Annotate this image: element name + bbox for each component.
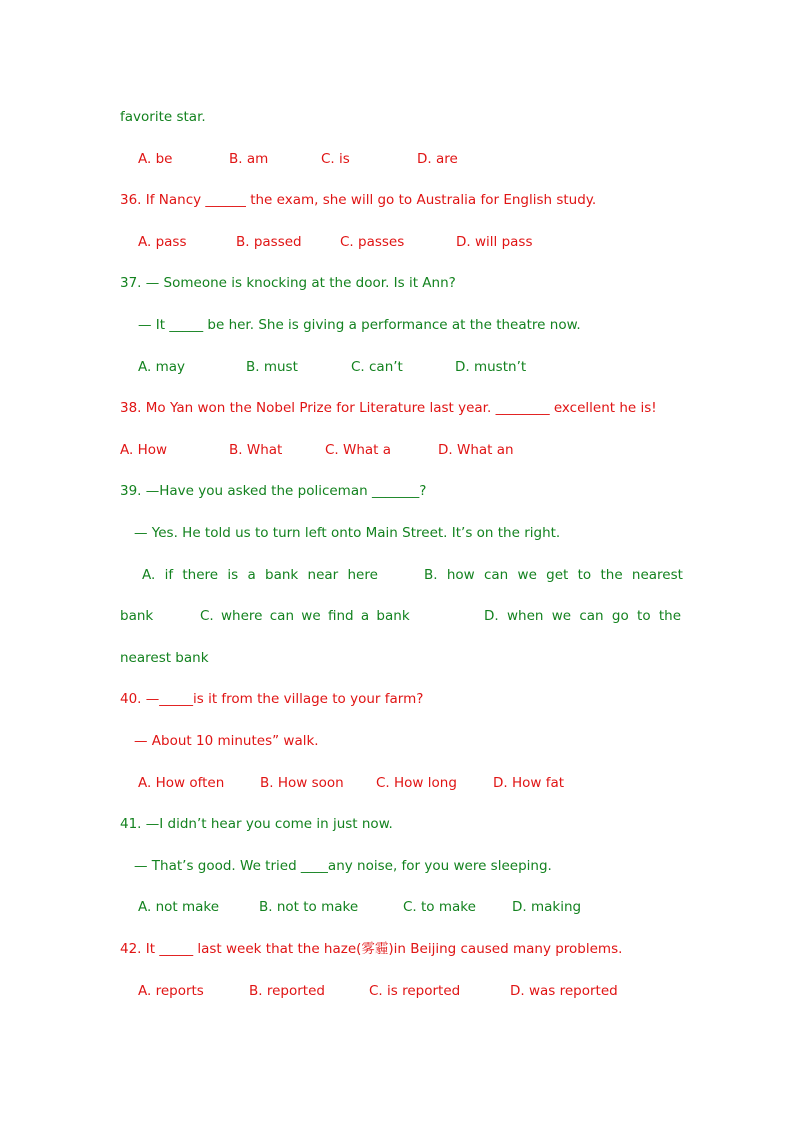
option-c: C. is [321, 151, 350, 167]
option-b: B. How soon [260, 775, 344, 791]
option-c: C. where can we find a bank [200, 608, 410, 624]
option-c: C. What a [325, 442, 392, 458]
option-b-continued: bank [120, 608, 154, 624]
option-d: D. when we can go to the [484, 608, 682, 624]
question-40: 40. —_____is it from the village to your farm? [120, 691, 424, 707]
option-b: B. reported [249, 983, 325, 999]
dialogue-reply: — It _____ be her. She is giving a performance at the theatre now. [138, 317, 581, 333]
option-c: C. How long [376, 775, 457, 791]
option-a: A. reports [138, 983, 204, 999]
option-d: D. will pass [456, 234, 533, 250]
question-42: 42. It _____ last week that the haze(雾霾)in Beijing caused many problems. [120, 941, 623, 957]
question-37: 37. — Someone is knocking at the door. Is it Ann? [120, 275, 456, 291]
option-b: B. must [246, 359, 298, 375]
question-39: 39. —Have you asked the policeman _______? [120, 483, 427, 499]
option-d: D. are [417, 151, 458, 167]
option-a: A. How [120, 442, 168, 458]
dialogue-reply: — That’s good. We tried ____any noise, for you were sleeping. [134, 858, 552, 874]
option-d-continued: nearest bank [120, 650, 209, 666]
text-line: favorite star. [120, 109, 206, 125]
option-d: D. was reported [510, 983, 618, 999]
option-a: A. may [138, 359, 185, 375]
option-b: B. passed [236, 234, 302, 250]
option-d: D. What an [438, 442, 514, 458]
option-b: B. how can we get to the nearest [424, 567, 683, 583]
option-b: B. not to make [259, 899, 359, 915]
option-a: A. pass [138, 234, 187, 250]
option-d: D. How fat [493, 775, 565, 791]
option-d: D. mustn’t [455, 359, 527, 375]
option-c: C. is reported [369, 983, 461, 999]
question-41: 41. —I didn’t hear you come in just now. [120, 816, 393, 832]
option-c: C. can’t [351, 359, 403, 375]
dialogue-reply: — Yes. He told us to turn left onto Main Street. It’s on the right. [134, 525, 561, 541]
option-a: A. if there is a bank near here [142, 567, 378, 583]
question-36: 36. If Nancy ______ the exam, she will go to Australia for English study. [120, 192, 597, 208]
option-b: B. What [229, 442, 283, 458]
option-a: A. be [138, 151, 173, 167]
option-c: C. to make [403, 899, 476, 915]
option-a: A. How often [138, 775, 225, 791]
option-c: C. passes [340, 234, 405, 250]
option-d: D. making [512, 899, 582, 915]
option-b: B. am [229, 151, 269, 167]
dialogue-reply: — About 10 minutes” walk. [134, 733, 319, 749]
option-a: A. not make [138, 899, 220, 915]
question-38: 38. Mo Yan won the Nobel Prize for Literature last year. ________ excellent he is! [120, 400, 657, 416]
